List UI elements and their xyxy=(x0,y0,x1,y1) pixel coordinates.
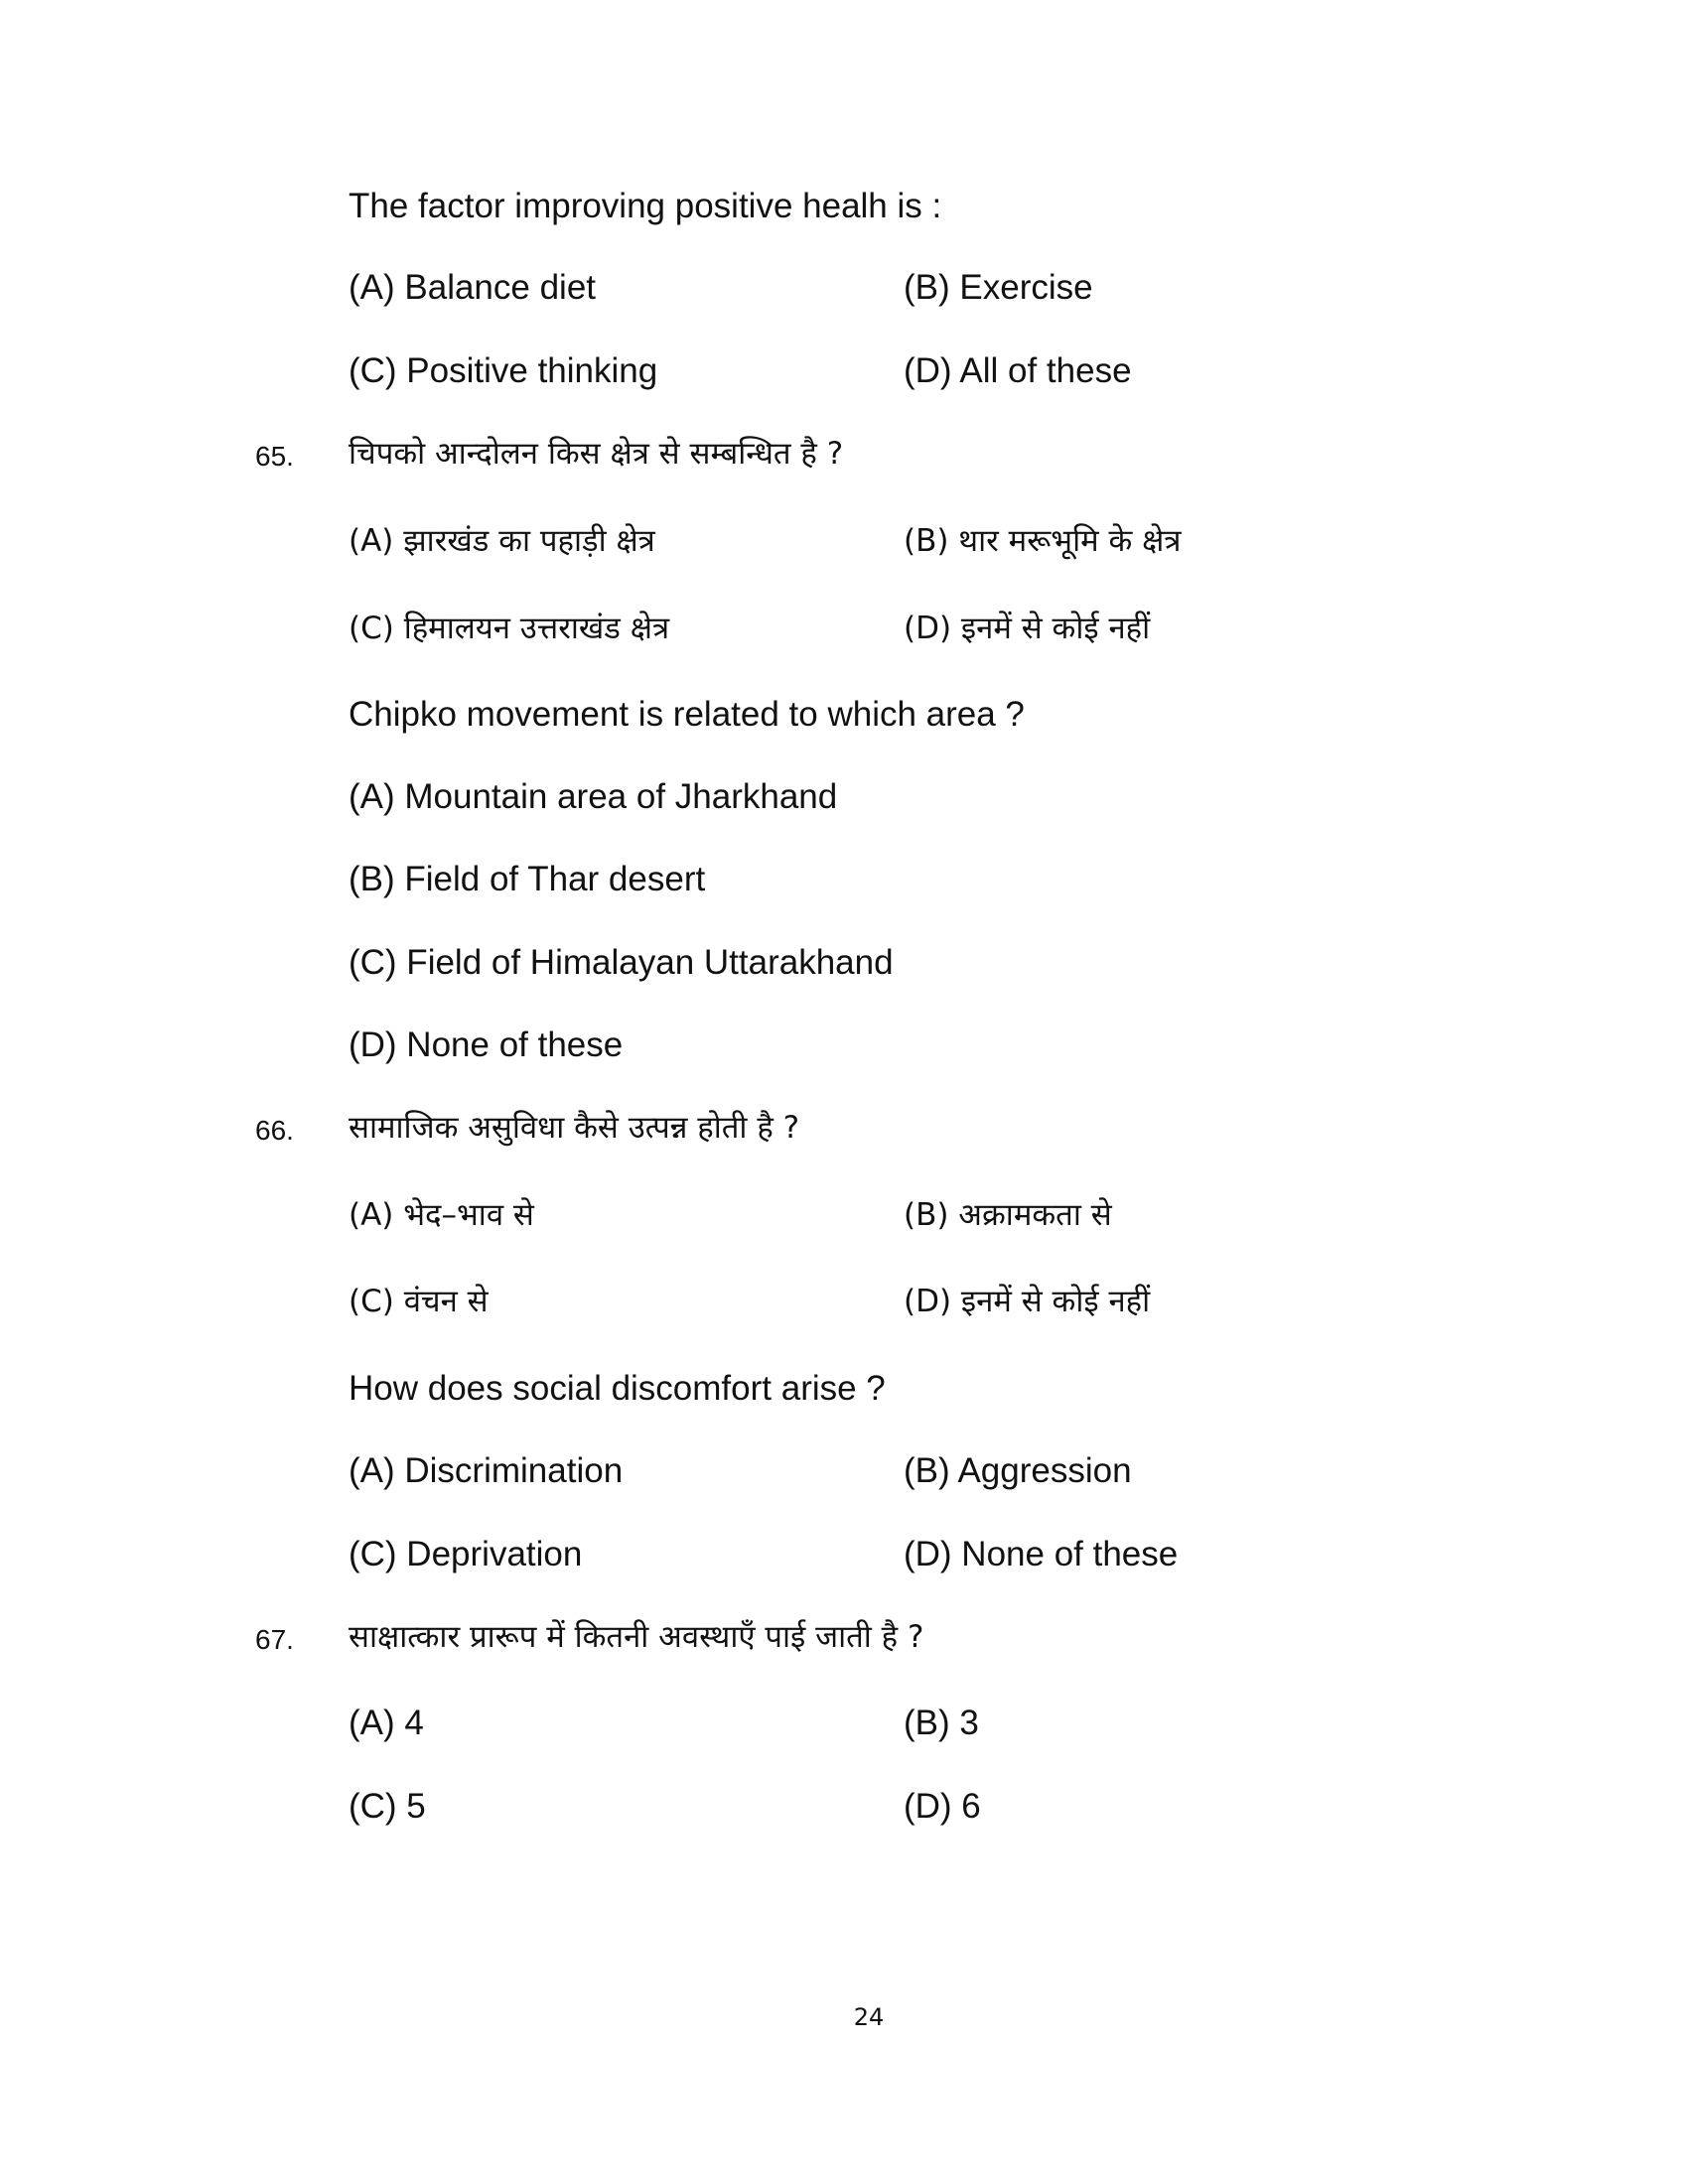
q67-number: 67. xyxy=(255,1624,294,1655)
q64-option-a: (A) Balance diet xyxy=(349,268,597,307)
q65-english-option-a: (A) Mountain area of Jharkhand xyxy=(349,777,838,816)
q65-hindi-option-d: (D) इनमें से कोई नहीं xyxy=(904,611,1151,646)
q67-option-b: (B) 3 xyxy=(904,1704,979,1742)
q65-english-option-c: (C) Field of Himalayan Uttarakhand xyxy=(349,943,894,982)
q65-hindi-question: चिपको आन्दोलन किस क्षेत्र से सम्बन्धित है ? xyxy=(349,436,844,472)
page-number: 24 xyxy=(853,2003,885,2031)
q66-english-option-d: (D) None of these xyxy=(904,1535,1179,1573)
q66-english-question: How does social discomfort arise ? xyxy=(349,1369,886,1408)
q66-hindi-question: सामाजिक असुविधा कैसे उत्पन्न होती है ? xyxy=(349,1110,800,1146)
q65-english-option-d: (D) None of these xyxy=(349,1025,624,1064)
q65-english-question: Chipko movement is related to which area ? xyxy=(349,695,1025,734)
q67-option-a: (A) 4 xyxy=(349,1704,424,1742)
q66-english-option-b: (B) Aggression xyxy=(904,1451,1132,1490)
q66-hindi-option-c: (C) वंचन से xyxy=(349,1284,489,1319)
q66-number: 66. xyxy=(255,1115,294,1146)
q65-english-option-b: (B) Field of Thar desert xyxy=(349,860,706,898)
q66-hindi-option-d: (D) इनमें से कोई नहीं xyxy=(904,1284,1151,1319)
q65-hindi-option-c: (C) हिमालयन उत्तराखंड क्षेत्र xyxy=(349,611,670,646)
q64-option-c: (C) Positive thinking xyxy=(349,351,658,390)
q67-option-c: (C) 5 xyxy=(349,1787,426,1826)
q65-hindi-option-b: (B) थार मरूभूमि के क्षेत्र xyxy=(904,523,1182,559)
q66-english-option-a: (A) Discrimination xyxy=(349,1451,624,1490)
q66-hindi-option-b: (B) अक्रामकता से xyxy=(904,1197,1112,1233)
q65-number: 65. xyxy=(255,441,294,472)
q65-hindi-option-a: (A) झारखंड का पहाड़ी क्षेत्र xyxy=(349,523,655,559)
q66-english-option-c: (C) Deprivation xyxy=(349,1535,583,1573)
q67-hindi-question: साक्षात्कार प्रारूप में कितनी अवस्थाएँ पाई जाती है ? xyxy=(349,1619,924,1655)
q66-hindi-option-a: (A) भेद–भाव से xyxy=(349,1197,534,1233)
q64-option-b: (B) Exercise xyxy=(904,268,1093,307)
q64-english-question: The factor improving positive healh is : xyxy=(349,187,942,225)
q67-option-d: (D) 6 xyxy=(904,1787,981,1826)
q64-option-d: (D) All of these xyxy=(904,351,1132,390)
